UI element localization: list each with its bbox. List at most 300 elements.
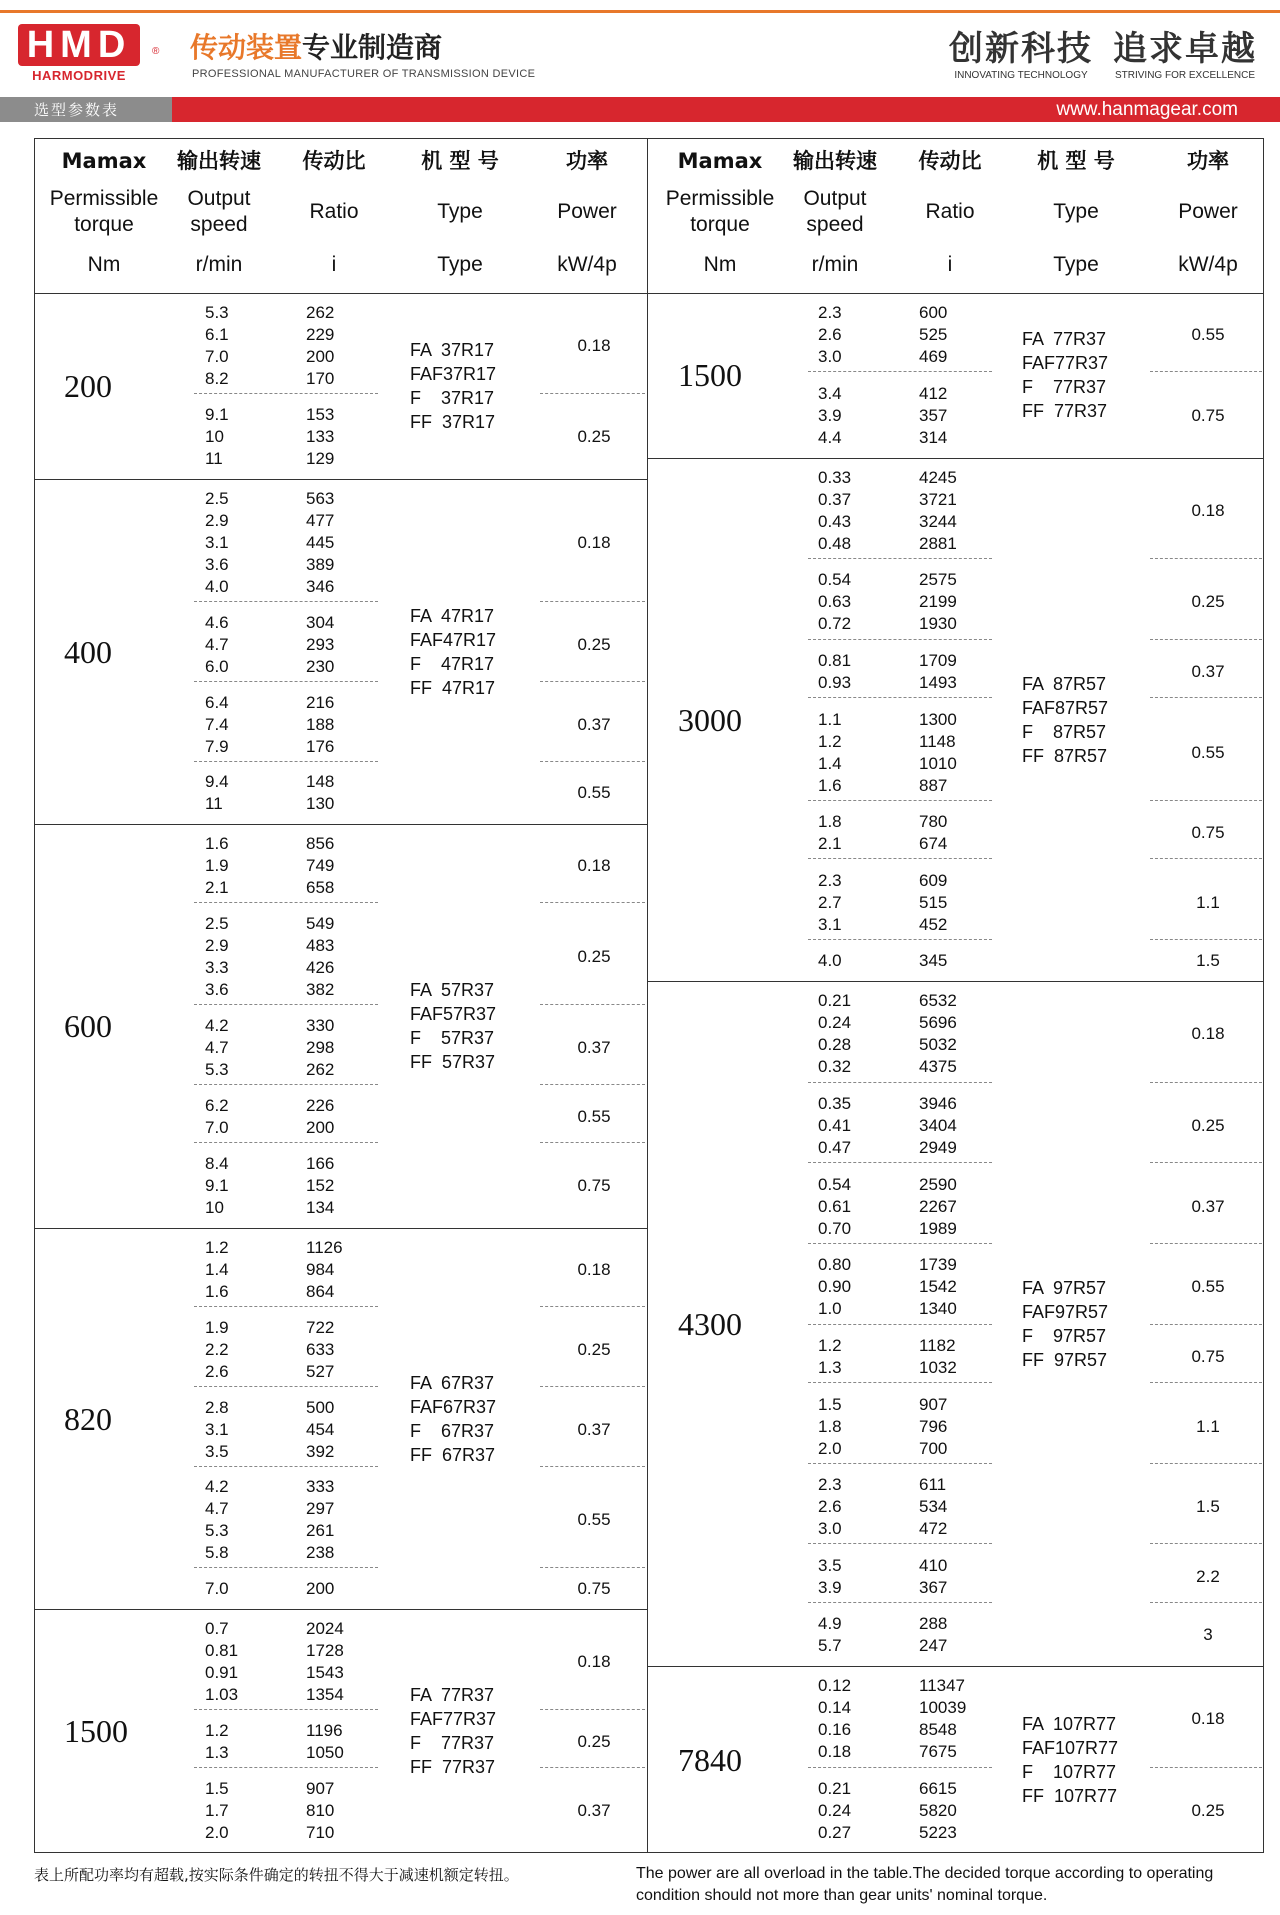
power-divider (540, 902, 645, 903)
ratio-value: 525 (919, 325, 948, 344)
header-speed-unit: r/min (811, 253, 859, 276)
power-divider (1150, 1463, 1262, 1464)
ratio-value: 6615 (919, 1779, 957, 1798)
ratio-value: 633 (306, 1339, 335, 1359)
ratio-value: 3244 (919, 511, 957, 531)
header-power-unit: kW/4p (1178, 253, 1238, 276)
power-divider (540, 393, 645, 394)
sub-divider (808, 939, 992, 940)
header-speed-en: Output speed (187, 187, 251, 236)
header-speed-unit: r/min (195, 253, 243, 276)
speed-value: 1.6 (205, 1281, 229, 1301)
ratio-value: 810 (306, 1801, 335, 1820)
power-value: 0.25 (1191, 592, 1225, 612)
power-divider (1150, 800, 1262, 801)
speed-value: 8.4 (205, 1153, 229, 1173)
speed-value: 2.7 (818, 892, 842, 912)
ratio-value: 658 (306, 878, 335, 898)
sub-divider (808, 639, 992, 640)
torque-value: 1500 (64, 1713, 128, 1750)
speed-value: 3.5 (818, 1555, 842, 1575)
ratio-value: 887 (919, 775, 948, 795)
speed-value: 1.6 (205, 834, 229, 854)
sub-divider (194, 1709, 378, 1710)
ratio-value: 534 (919, 1497, 948, 1517)
model-type: FAF37R17 (410, 363, 497, 384)
speed-value: 4.7 (205, 1038, 229, 1058)
power-divider (540, 681, 645, 682)
ratio-value: 148 (306, 772, 335, 792)
speed-value: 1.4 (205, 1259, 229, 1279)
power-value: 3 (1203, 1625, 1213, 1645)
header-ratio-en: Ratio (309, 200, 359, 223)
speed-value: 2.3 (818, 303, 842, 322)
sub-divider (808, 697, 992, 698)
ratio-value: 864 (306, 1281, 335, 1301)
header-power-cn (1143, 148, 1273, 175)
ratio-value: 749 (306, 856, 335, 876)
speed-value: 1.5 (818, 1394, 842, 1414)
sub-divider (808, 1382, 992, 1383)
model-type: FF 77R37 (410, 1757, 496, 1778)
header-type-unit: Type (437, 253, 483, 276)
ratio-value: 2575 (919, 570, 957, 590)
speed-value: 3.9 (818, 405, 842, 425)
model-type: FAF97R57 (1022, 1301, 1109, 1322)
ratio-value: 1930 (919, 614, 957, 634)
header-speed-label: 输出转速 (177, 149, 261, 173)
header-ratio-label: 传动比 (302, 149, 366, 173)
sub-divider (194, 601, 378, 602)
brand-logo (18, 24, 160, 90)
ratio-value: 230 (306, 656, 335, 676)
power-value: 0.25 (577, 1339, 611, 1359)
speed-value: 4.9 (818, 1614, 842, 1634)
model-type: FA 37R17 (410, 339, 495, 360)
speed-value: 1.2 (818, 731, 842, 751)
power-value: 0.55 (577, 1107, 611, 1126)
model-type: FAF57R37 (410, 1004, 497, 1025)
header-power-en: Power (557, 200, 617, 223)
ratio-value: 226 (306, 1096, 335, 1115)
speed-value: 6.0 (205, 656, 229, 676)
header-title (190, 32, 442, 64)
power-divider (540, 1767, 645, 1768)
power-value: 0.75 (1191, 823, 1225, 843)
ratio-value: 600 (919, 303, 948, 322)
ratio-value: 262 (306, 303, 335, 322)
power-value: 0.55 (577, 1510, 611, 1530)
model-type: FA 67R37 (410, 1372, 495, 1393)
ratio-value: 674 (919, 834, 948, 854)
header-torque-cn (655, 148, 785, 175)
header-title-part2: 专业制造商 (302, 31, 443, 64)
power-value: 1.5 (1196, 1497, 1220, 1517)
header-ratio-cn (885, 148, 1015, 175)
ratio-value: 8548 (919, 1720, 957, 1740)
power-value: 0.55 (1191, 742, 1225, 762)
header-type-cn (395, 148, 525, 175)
torque-value: 3000 (678, 701, 742, 738)
speed-value: 2.9 (205, 936, 229, 956)
power-divider (1150, 639, 1262, 640)
power-value: 1.1 (1196, 1416, 1220, 1436)
ratio-value: 152 (306, 1175, 335, 1195)
torque-value: 4300 (678, 1305, 742, 1342)
speed-value: 0.48 (818, 533, 852, 553)
speed-value: 0.32 (818, 1057, 852, 1077)
power-value: 0.25 (577, 947, 611, 967)
power-value: 0.37 (577, 714, 611, 734)
power-divider (1150, 1602, 1262, 1603)
speed-value: 1.3 (818, 1357, 842, 1377)
speed-value: 4.6 (205, 612, 229, 632)
speed-value: 1.1 (818, 709, 842, 729)
torque-value: 7840 (678, 1741, 742, 1778)
header-torque-label: Mamax (61, 149, 147, 173)
torque-value: 400 (64, 633, 112, 670)
power-divider (1150, 371, 1262, 372)
speed-value: 2.1 (818, 834, 842, 854)
header-ratio-label: 传动比 (918, 149, 982, 173)
speed-value: 5.8 (205, 1543, 229, 1563)
sub-divider (194, 902, 378, 903)
speed-value: 0.18 (818, 1742, 852, 1762)
ratio-value: 288 (919, 1614, 948, 1634)
ratio-value: 129 (306, 448, 335, 468)
slogan-1: 创新科技 (949, 29, 1093, 69)
speed-value: 1.6 (818, 775, 842, 795)
speed-value: 1.8 (818, 812, 842, 832)
ratio-value: 247 (919, 1636, 948, 1656)
speed-value: 2.6 (818, 325, 842, 344)
ratio-value: 216 (306, 692, 335, 712)
header-power-unit: kW/4p (557, 253, 617, 276)
ratio-value: 200 (306, 347, 335, 366)
model-type: F 77R37 (1022, 377, 1107, 398)
ratio-value: 134 (306, 1197, 335, 1217)
model-type: FAF47R17 (410, 629, 497, 650)
ratio-value: 4375 (919, 1057, 957, 1077)
speed-value: 11 (205, 448, 223, 468)
header-speed-cn (154, 148, 284, 175)
speed-value: 0.47 (818, 1138, 852, 1157)
power-value: 0.75 (577, 1175, 611, 1195)
speed-value: 0.41 (818, 1116, 852, 1135)
header-ratio-en: Ratio (925, 200, 975, 223)
speed-value: 10 (205, 426, 224, 446)
model-type: FAF77R37 (1022, 353, 1109, 374)
speed-value: 0.14 (818, 1698, 852, 1718)
ratio-value: 5223 (919, 1823, 957, 1842)
footer-note-cn: 表上所配功率均有超载,按实际条件确定的转扭不得大于减速机额定转扭。 (34, 1866, 519, 1884)
ratio-value: 452 (919, 914, 948, 934)
ratio-value: 297 (306, 1499, 335, 1519)
ratio-value: 722 (306, 1317, 335, 1337)
speed-value: 1.5 (205, 1779, 229, 1798)
speed-value: 2.0 (818, 1438, 842, 1458)
model-type: FF 77R37 (1022, 401, 1108, 422)
speed-value: 0.28 (818, 1035, 852, 1055)
header-ratio-unit: i (331, 253, 337, 276)
ratio-value: 7675 (919, 1742, 957, 1762)
power-value: 0.75 (1191, 405, 1225, 425)
speed-value: 5.3 (205, 303, 229, 322)
header-type-en: Type (437, 200, 483, 223)
ratio-value: 611 (919, 1475, 947, 1495)
ratio-value: 304 (306, 612, 335, 632)
slogan-1-en: INNOVATING TECHNOLOGY (954, 70, 1088, 81)
header-power-en: Power (1178, 200, 1238, 223)
power-divider (1150, 558, 1262, 559)
model-type: FA 77R37 (410, 1685, 495, 1706)
ratio-value: 293 (306, 634, 335, 654)
power-value: 0.37 (577, 1419, 611, 1439)
header-type-en: Type (1053, 200, 1099, 223)
power-value: 0.25 (577, 426, 611, 446)
ratio-value: 710 (306, 1823, 335, 1842)
website-url[interactable]: www.hanmagear.com (1056, 99, 1238, 120)
ratio-value: 1340 (919, 1299, 957, 1319)
power-value: 2.2 (1196, 1566, 1220, 1586)
model-type: F 67R37 (410, 1420, 495, 1441)
ratio-value: 1010 (919, 753, 957, 773)
section-label: 选型参数表 (34, 101, 120, 119)
speed-value: 5.3 (205, 1060, 229, 1080)
sub-divider (194, 1466, 378, 1467)
ratio-value: 200 (306, 1118, 335, 1137)
ratio-value: 2267 (919, 1196, 957, 1216)
speed-value: 2.5 (205, 914, 229, 934)
speed-value: 3.3 (205, 958, 229, 978)
header-speed-label: 输出转速 (793, 149, 877, 173)
power-value: 0.25 (1191, 1116, 1225, 1135)
ratio-value: 1728 (306, 1641, 344, 1661)
sub-divider (194, 1306, 378, 1307)
speed-value: 9.1 (205, 1175, 229, 1195)
speed-value: 2.2 (205, 1339, 229, 1359)
ratio-value: 11347 (919, 1676, 966, 1696)
ratio-value: 2199 (919, 592, 957, 612)
ratio-value: 1989 (919, 1218, 957, 1238)
power-divider (540, 1306, 645, 1307)
speed-value: 0.81 (818, 650, 852, 670)
ratio-value: 1032 (919, 1357, 957, 1377)
logo-mark: HMD (18, 24, 140, 66)
slogan-2-en: STRIVING FOR EXCELLENCE (1114, 70, 1256, 81)
header-rule (648, 293, 1263, 294)
sub-divider (808, 1162, 992, 1163)
ratio-value: 3404 (919, 1116, 957, 1135)
power-value: 0.18 (577, 856, 611, 876)
ratio-value: 780 (919, 812, 948, 832)
speed-value: 0.12 (818, 1676, 852, 1696)
group-rule (648, 1666, 1263, 1667)
ratio-value: 445 (306, 532, 335, 552)
ratio-value: 483 (306, 936, 335, 956)
power-divider (540, 1709, 645, 1710)
model-type: F 77R37 (410, 1733, 495, 1754)
power-value: 0.25 (577, 1732, 611, 1752)
speed-value: 3.4 (818, 383, 842, 403)
header-torque-unit: Nm (87, 253, 121, 276)
group-rule (648, 458, 1263, 459)
ratio-value: 2881 (919, 533, 957, 553)
ratio-value: 500 (306, 1397, 335, 1417)
sub-divider (808, 858, 992, 859)
speed-value: 2.5 (205, 488, 229, 508)
ratio-value: 6532 (919, 991, 957, 1011)
speed-value: 3.5 (205, 1441, 229, 1461)
power-value: 0.18 (577, 1259, 611, 1279)
power-divider (1150, 1162, 1262, 1163)
power-divider (540, 1084, 645, 1085)
sub-divider (194, 1767, 378, 1768)
model-type: FF 47R17 (410, 677, 496, 698)
speed-value: 0.7 (205, 1619, 229, 1639)
header-torque-unit: Nm (703, 253, 737, 276)
speed-value: 1.3 (205, 1743, 229, 1763)
group-rule (34, 1228, 647, 1229)
power-value: 0.25 (1191, 1801, 1225, 1820)
power-divider (1150, 939, 1262, 940)
header-torque-label: Mamax (677, 149, 763, 173)
header-type-label: 机 型 号 (421, 149, 499, 173)
header-ratio-cn (269, 148, 399, 175)
ratio-value: 609 (919, 870, 948, 890)
speed-value: 0.91 (205, 1663, 239, 1683)
ratio-value: 238 (306, 1543, 335, 1563)
model-type: FA 87R57 (1022, 673, 1107, 694)
speed-value: 0.90 (818, 1277, 852, 1297)
ratio-value: 392 (306, 1441, 335, 1461)
ratio-value: 1493 (919, 672, 957, 692)
ratio-value: 10039 (919, 1698, 967, 1718)
ratio-value: 170 (306, 369, 335, 388)
power-divider (1150, 1243, 1262, 1244)
group-rule (34, 824, 647, 825)
power-value: 0.37 (577, 1801, 611, 1820)
sub-divider (808, 1463, 992, 1464)
speed-value: 3.6 (205, 554, 229, 574)
sub-divider (808, 558, 992, 559)
ratio-value: 188 (306, 714, 335, 734)
model-type: FF 67R37 (410, 1444, 496, 1465)
ratio-value: 2949 (919, 1138, 957, 1157)
speed-value: 7.4 (205, 714, 229, 734)
speed-value: 4.7 (205, 634, 229, 654)
ratio-value: 333 (306, 1477, 335, 1497)
header-torque-en: Permissible torque (49, 187, 159, 236)
ratio-value: 796 (919, 1416, 948, 1436)
ratio-value: 410 (919, 1555, 948, 1575)
sub-divider (194, 1142, 378, 1143)
header-power-label: 功率 (566, 149, 608, 173)
model-type: F 107R77 (1022, 1761, 1117, 1782)
power-divider (540, 1142, 645, 1143)
speed-value: 0.37 (818, 489, 852, 509)
speed-value: 1.2 (205, 1237, 229, 1257)
torque-value: 200 (64, 367, 112, 404)
speed-value: 0.24 (818, 1013, 852, 1033)
speed-value: 3.9 (818, 1577, 842, 1597)
header-type-unit: Type (1053, 253, 1099, 276)
torque-value: 820 (64, 1400, 112, 1437)
ratio-value: 133 (306, 426, 335, 446)
model-type: FF 97R57 (1022, 1349, 1108, 1370)
power-divider (540, 1567, 645, 1568)
power-value: 0.75 (1191, 1346, 1225, 1366)
logo-subtitle: HARMODRIVE (32, 68, 126, 83)
torque-value: 600 (64, 1008, 112, 1045)
speed-value: 2.6 (818, 1497, 842, 1517)
speed-value: 4.0 (205, 576, 229, 596)
ratio-value: 367 (919, 1577, 948, 1597)
power-divider (1150, 1324, 1262, 1325)
speed-value: 1.03 (205, 1685, 239, 1705)
model-type: FF 87R57 (1022, 745, 1108, 766)
model-type: FA 57R37 (410, 980, 495, 1001)
power-divider (540, 1466, 645, 1467)
ratio-value: 426 (306, 958, 335, 978)
model-type: F 37R17 (410, 387, 495, 408)
model-type: FF 107R77 (1022, 1785, 1118, 1806)
sub-divider (194, 1567, 378, 1568)
header-speed-en: Output speed (803, 187, 867, 236)
ratio-value: 1050 (306, 1743, 344, 1763)
model-type: FF 57R37 (410, 1052, 496, 1073)
speed-value: 0.21 (818, 1779, 852, 1798)
speed-value: 3.6 (205, 980, 229, 1000)
ratio-value: 856 (306, 834, 335, 854)
speed-value: 0.24 (818, 1801, 852, 1820)
ratio-value: 314 (919, 427, 948, 447)
speed-value: 0.54 (818, 570, 852, 590)
power-value: 0.18 (577, 1652, 611, 1672)
ratio-value: 984 (306, 1259, 335, 1279)
speed-value: 9.4 (205, 772, 229, 792)
ratio-value: 563 (306, 488, 335, 508)
model-type: FA 47R17 (410, 605, 495, 626)
sub-divider (808, 1082, 992, 1083)
speed-value: 4.4 (818, 427, 842, 447)
power-divider (1150, 1382, 1262, 1383)
ratio-value: 262 (306, 1060, 335, 1080)
speed-value: 3.1 (205, 532, 229, 552)
model-type: F 47R17 (410, 653, 495, 674)
speed-value: 2.8 (205, 1397, 229, 1417)
speed-value: 5.7 (818, 1636, 842, 1656)
speed-value: 11 (205, 794, 223, 814)
speed-value: 7.9 (205, 736, 229, 756)
ratio-value: 176 (306, 736, 335, 756)
torque-value: 1500 (678, 357, 742, 394)
power-divider (1150, 1767, 1262, 1768)
sub-divider (194, 1084, 378, 1085)
power-value: 0.18 (1191, 1709, 1225, 1729)
ratio-value: 5032 (919, 1035, 957, 1055)
header-rule (34, 293, 647, 294)
speed-value: 0.21 (818, 991, 852, 1011)
ratio-value: 1182 (919, 1335, 956, 1355)
registered-mark: ® (152, 46, 160, 57)
power-value: 0.18 (577, 336, 611, 355)
ratio-value: 346 (306, 576, 335, 596)
speed-value: 2.9 (205, 510, 229, 530)
model-type: FAF87R57 (1022, 697, 1109, 718)
ratio-value: 166 (306, 1153, 335, 1173)
speed-value: 10 (205, 1197, 224, 1217)
